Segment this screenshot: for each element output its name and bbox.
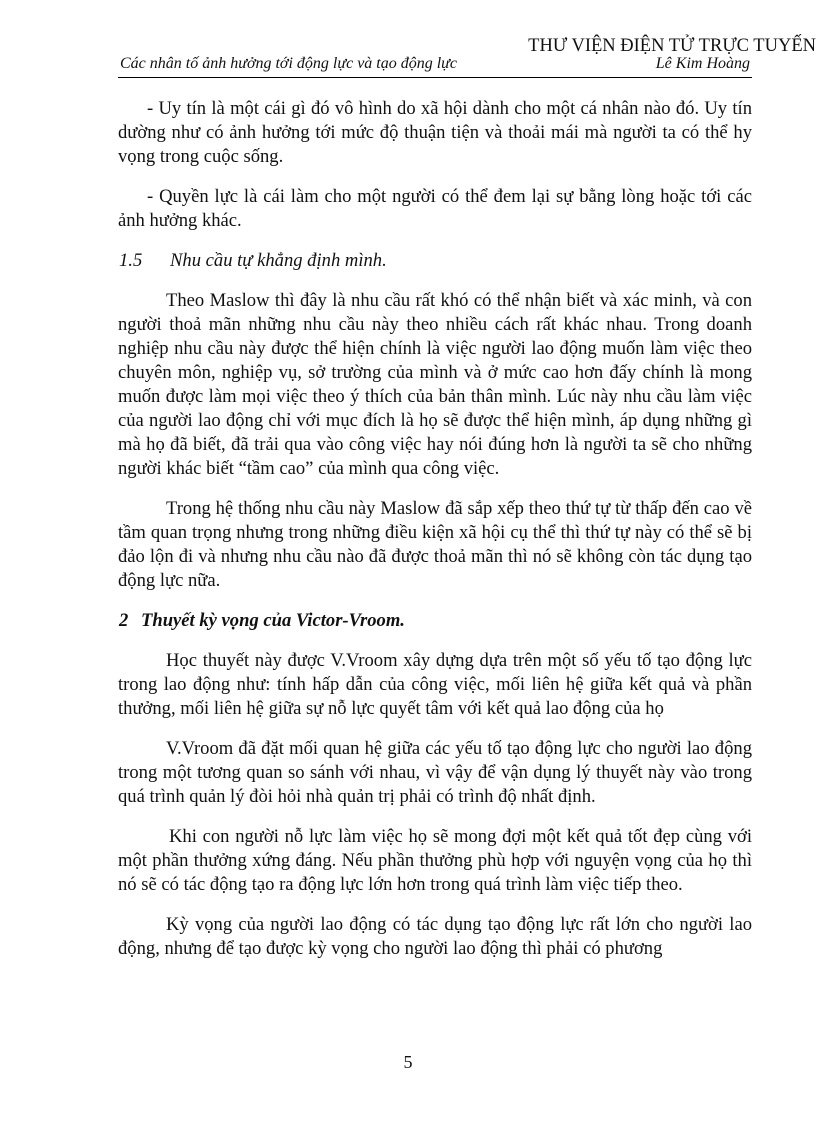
body-paragraph: Học thuyết này được V.Vroom xây dựng dựa trên một số yếu tố tạo động lực trong lao động như: tính hấp dẫn của công việc, mối liên hệ giữa kết quả và phần thưởng, mối liên hệ giữa sự nỗ lực quyết tâm với kết quả lao động của họ: [118, 650, 752, 719]
section-heading-1-5: [118, 249, 752, 273]
bullet-paragraph-prestige: - Uy tín là một cái gì đó vô hình do xã hội dành cho một cá nhân nào đó. Uy tín dường như có ảnh hưởng tới mức độ thuận tiện và thoải mái mà người ta có thể hy vọng trong cuộc sống.: [118, 98, 752, 167]
section-title: Thuyết kỳ vọng của Victor-Vroom.: [141, 610, 405, 631]
body-paragraph: Trong hệ thống nhu cầu này Maslow đã sắp xếp theo thứ tự từ thấp đến cao về tầm quan trọng nhưng trong những điều kiện xã hội cụ thể thì thứ tự này có thể sẽ bị đảo lộn đi và nhưng nhu cầu nào đã được thoả mãn thì nó sẽ không còn tác dụng tạo động lực nữa.: [118, 498, 752, 591]
section-title: Nhu cầu tự khẳng định mình.: [170, 250, 387, 271]
bullet-paragraph-power: - Quyền lực là cái làm cho một người có thể đem lại sự bằng lòng hoặc tới các ảnh hưởng khác.: [118, 186, 752, 231]
body-paragraph: Theo Maslow thì đây là nhu cầu rất khó có thể nhận biết và xác minh, và con người thoả mãn những nhu cầu này theo nhiều cách rất khác nhau. Trong doanh nghiệp nhu cầu này được thể hiện chính là việc người lao động muốn làm việc theo chuyên môn, nghiệp vụ, sở trường của mình và ở mức cao hơn đấy chính là mong muốn được làm mọi việc theo ý thích của bản thân mình. Lúc này nhu cầu làm việc của người lao động chỉ với mục đích là họ sẽ được thể hiện mình, áp dụng những gì mà họ đã biết, đã trải qua vào công việc hay nói đúng hơn là người ta sẽ cho những người khác biết “tầm cao” của mình qua công việc.: [118, 290, 752, 479]
page-number: 5: [403, 1052, 413, 1072]
header-author: Lê Kim Hoàng: [655, 55, 750, 72]
body-paragraph: V.Vroom đã đặt mối quan hệ giữa các yếu tố tạo động lực cho người lao động trong một tương quan so sánh với nhau, vì vậy để vận dụng lý thuyết này vào trong quá trình quản lý đòi hỏi nhà quản trị phải có trình độ nhất định.: [118, 738, 752, 807]
body-paragraph: Kỳ vọng của người lao động có tác dụng tạo động lực rất lớn cho người lao động, nhưng để tạo được kỳ vọng cho người lao động thì phải có phương: [118, 914, 752, 959]
body-paragraph: Khi con người nỗ lực làm việc họ sẽ mong đợi một kết quả tốt đẹp cùng với một phần thưởng xứng đáng. Nếu phần thưởng phù hợp với nguyện vọng của họ thì nó sẽ có tác động tạo ra động lực lớn hơn trong quá trình làm việc tiếp theo.: [118, 826, 752, 895]
section-number: 1.5: [119, 250, 143, 271]
header-document-title: Các nhân tố ảnh hưởng tới động lực và tạo động lực: [120, 55, 458, 72]
running-header: [118, 55, 752, 78]
section-heading-2: [118, 609, 752, 633]
library-title: THƯ VIỆN ĐIỆN TỬ TRỰC TUYẾN: [528, 36, 816, 56]
page-body: [118, 97, 752, 977]
section-number: 2: [119, 610, 129, 631]
